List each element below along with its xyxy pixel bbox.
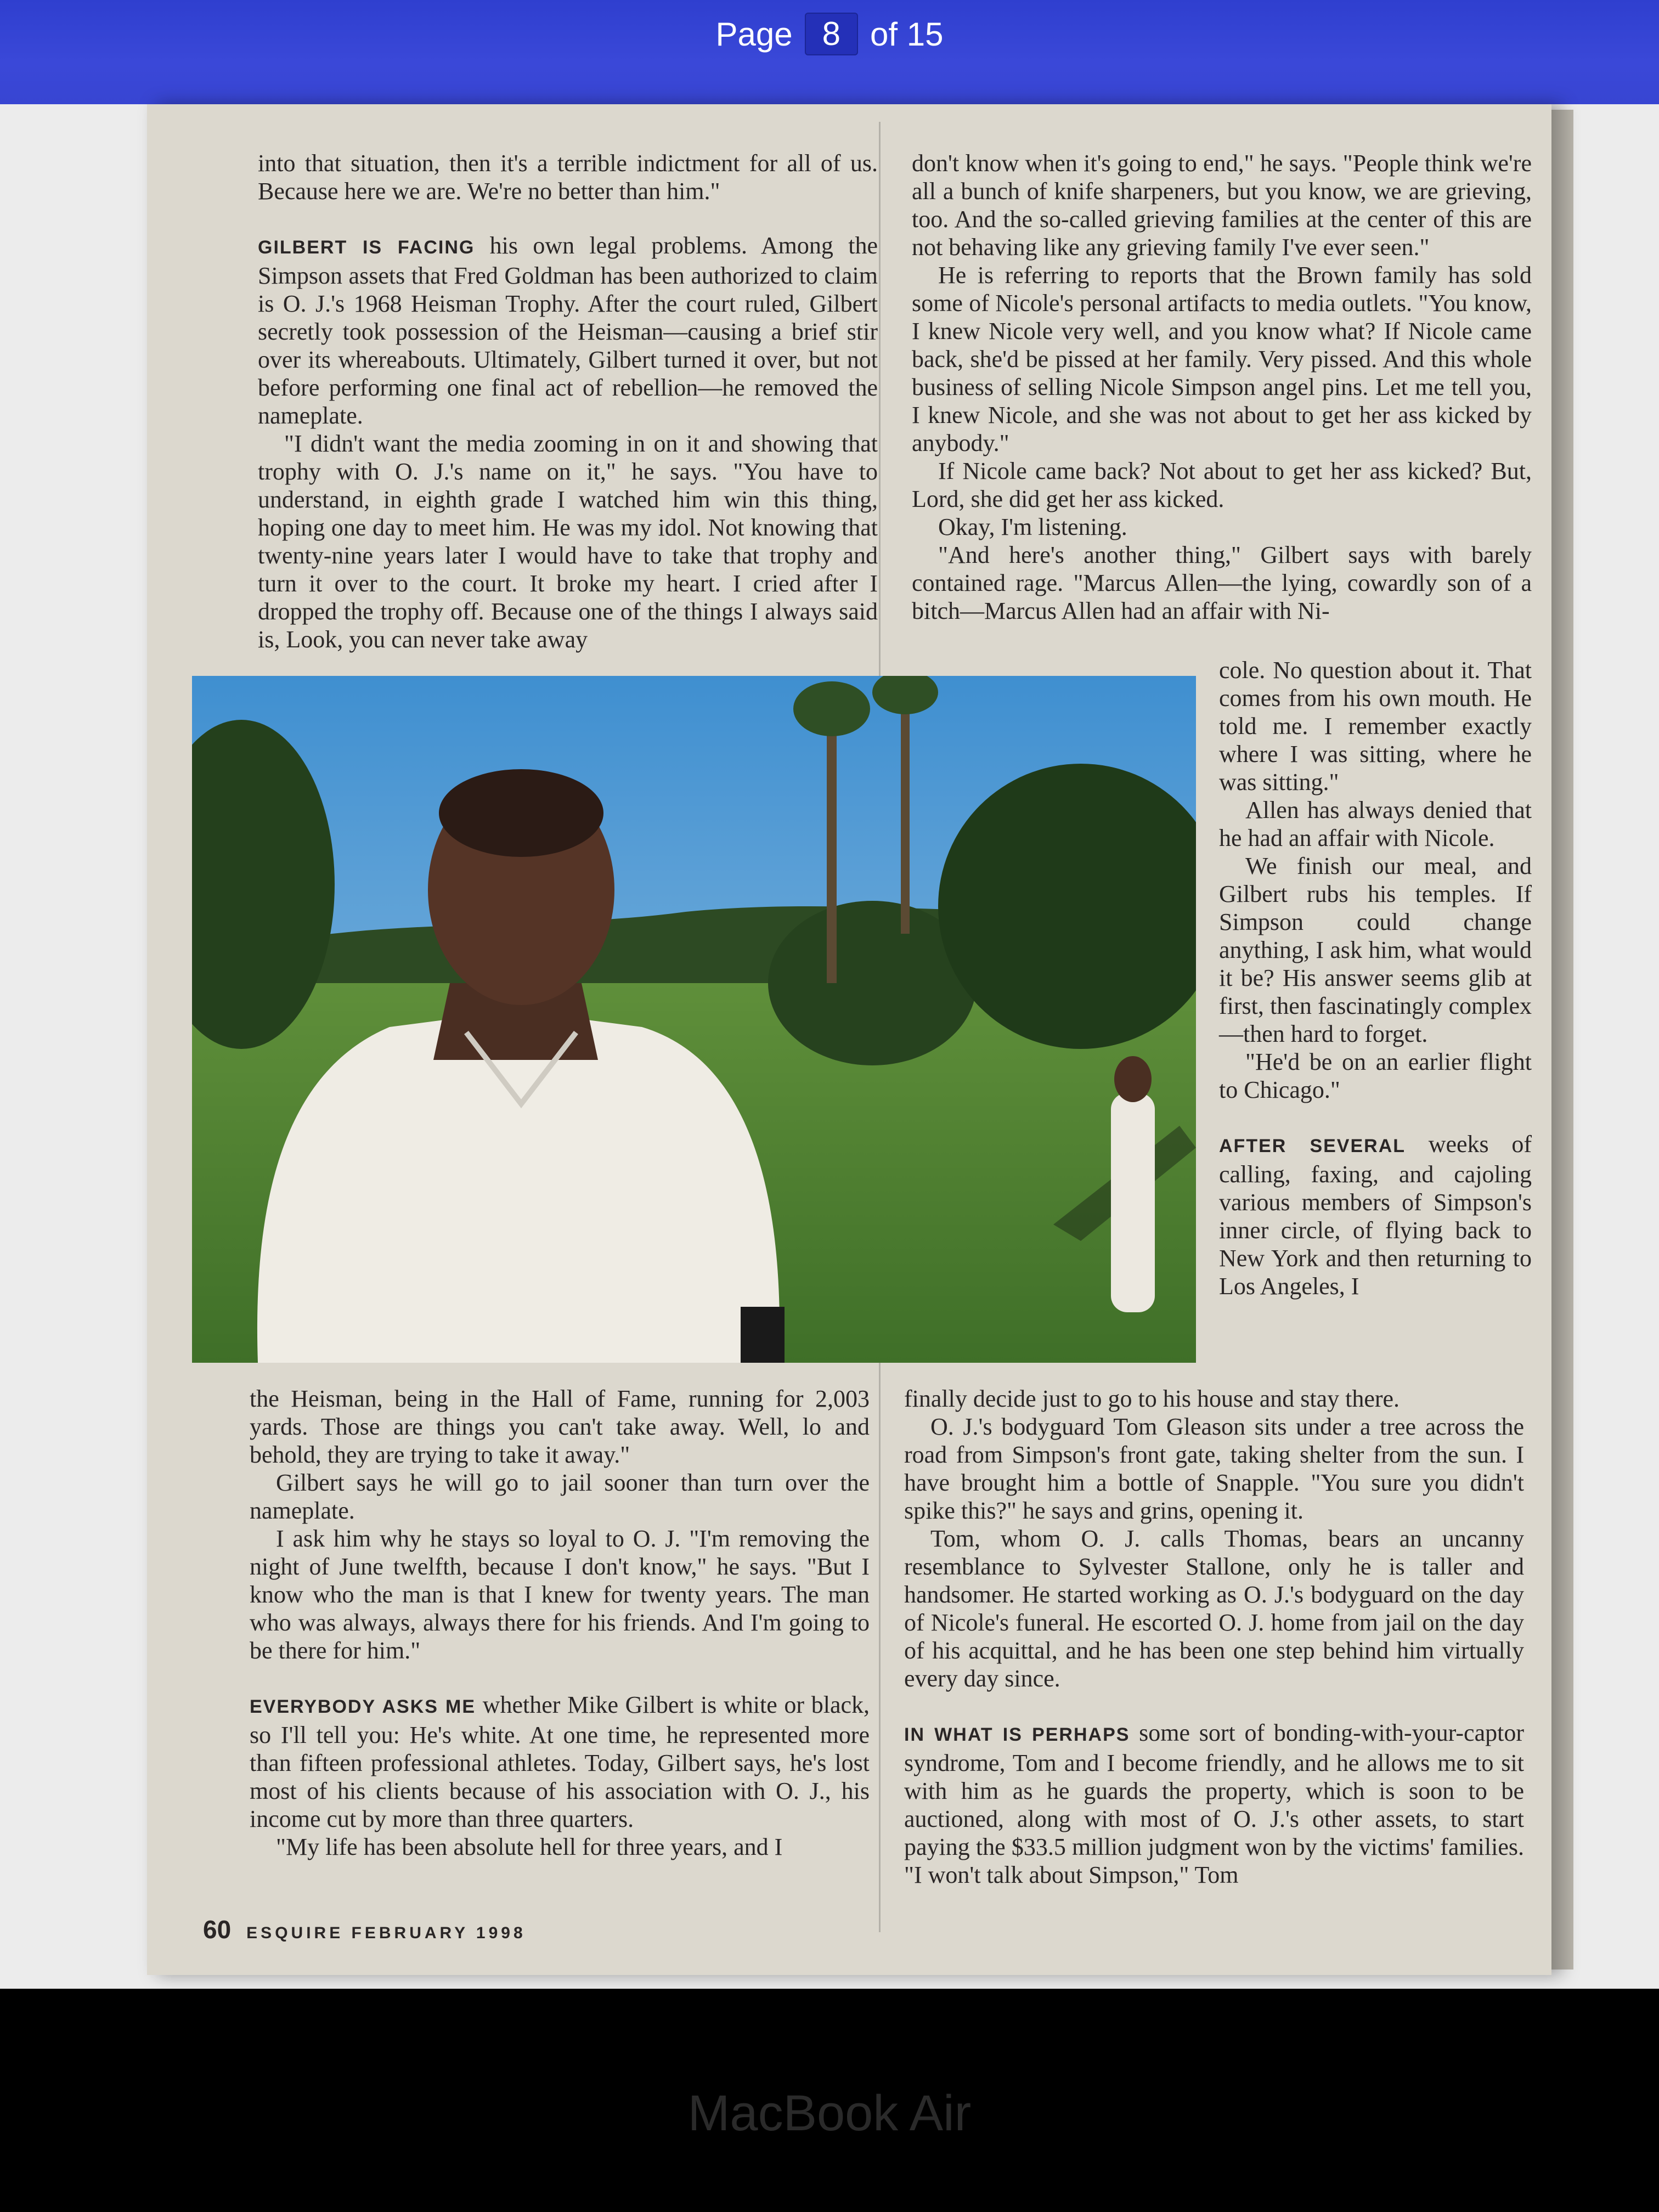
device-label: MacBook Air — [687, 2085, 972, 2141]
paragraph: I ask him why he stays so loyal to O. J. "I'm removing the night of June twelfth, because I don't know," he says. "But I know who the man is that I knew for twenty years. The man who was always, always there for his friends. And I'm going to be there for him." — [250, 1525, 870, 1664]
column-2-bottom — [904, 1385, 1524, 1889]
column-2-side — [1219, 656, 1532, 1300]
paragraph: If Nicole came back? Not about to get her ass kicked? But, Lord, she did get her ass kicked. — [912, 458, 1532, 512]
paragraph: "And here's another thing," Gilbert says with barely contained rage. "Marcus Allen—the lying, cowardly son of a bitch—Marcus Allen had an affair with Ni- — [912, 541, 1532, 624]
column-1-bottom — [250, 1385, 870, 1861]
column-1-top — [258, 149, 878, 653]
paragraph: into that situation, then it's a terrible indictment for all of us. Because here we are. We're no better than him." — [258, 150, 878, 205]
section-paragraph — [1219, 1130, 1532, 1300]
page-edge — [1551, 110, 1573, 1970]
section-lead: AFTER SEVERAL — [1219, 1136, 1406, 1156]
paragraph: don't know when it's going to end," he says. "People think we're all a bunch of knife sharpeners, but you know, we are grieving, too. And the so-called grieving families at the center of this are not behaving like any grieving family I've ever seen." — [912, 150, 1532, 261]
section-lead: EVERYBODY ASKS ME — [250, 1696, 476, 1717]
section-paragraph — [250, 1691, 870, 1833]
section-text: whether Mike Gilbert is white or black, so I'll tell you: He's white. At one time, he represented more than fifteen professional athletes. Today, Gilbert says, he's lost most of his clients because of his association with O. J., his income cut by more than three quarters. — [250, 1691, 870, 1832]
masthead: ESQUIRE FEBRUARY 1998 — [246, 1924, 526, 1942]
article-photo — [192, 676, 1196, 1363]
paragraph: Tom, whom O. J. calls Thomas, bears an uncanny resemblance to Sylvester Stallone, only he is taller and handsomer. He started working as O. J.'s bodyguard on the day of Nicole's funeral. He escorted O. J. home from jail on the day of his acquittal, and he has been one step behind him virtually every day since. — [904, 1525, 1524, 1692]
paragraph: He is referring to reports that the Brown family has sold some of Nicole's personal artifacts to media outlets. "You know, I knew Nicole very well, and you know what? If Nicole came back, she'd be pissed at her family. Very pissed. And this whole business of selling Nicole Simpson angel pins. Let me tell you, I knew Nicole, and she was not about to get her ass kicked by anybody." — [912, 262, 1532, 456]
paragraph: cole. No question about it. That comes from his own mouth. He told me. I remember exactly where I was sitting, where he was sitting." — [1219, 657, 1532, 795]
paragraph: "He'd be on an earlier flight to Chicago." — [1219, 1048, 1532, 1103]
viewer-toolbar — [0, 0, 1659, 104]
section-paragraph — [904, 1719, 1524, 1889]
paragraph: O. J.'s bodyguard Tom Gleason sits under a tree across the road from Simpson's front gate, taking shelter from the sun. I have brought him a bottle of Snapple. "You sure you didn't spike this?" he says and grins, opening it. — [904, 1413, 1524, 1524]
paragraph: Okay, I'm listening. — [938, 514, 1127, 540]
section-lead: IN WHAT IS PERHAPS — [904, 1724, 1130, 1745]
page-number-input[interactable]: 8 — [805, 13, 858, 55]
page-indicator — [0, 12, 1659, 56]
paragraph: Gilbert says he will go to jail sooner than turn over the nameplate. — [250, 1469, 870, 1524]
page-label: Page — [715, 15, 793, 53]
page-folio: 60 — [203, 1915, 232, 1944]
section-lead: GILBERT IS FACING — [258, 237, 475, 258]
section-text: his own legal problems. Among the Simpson assets that Fred Goldman has been authorized to claim is O. J.'s 1968 Heisman Trophy. After the court ruled, Gilbert secretly took possession of the Heisman—causing a brief stir over its whereabouts. Ultimately, Gilbert turned it over, but not before performing one final act of rebellion—he removed the nameplate. — [258, 232, 878, 429]
column-2-top — [912, 149, 1532, 625]
paragraph: finally decide just to go to his house and stay there. — [904, 1385, 1400, 1412]
section-paragraph — [258, 232, 878, 430]
golf-course-photo — [192, 676, 1196, 1363]
paragraph: "I didn't want the media zooming in on it and showing that trophy with O. J.'s name on it," he says. "You have to understand, in eighth grade I watched him win this thing, hoping one day to meet him. He was my idol. Not knowing that twenty-nine years later I would have to take that trophy and turn it over to the court. It broke my heart. I cried after I dropped the trophy off. Because one of the things I always said is, Look, you can never take away — [258, 430, 878, 653]
page-footer — [203, 1915, 526, 1944]
paragraph: Allen has always denied that he had an affair with Nicole. — [1219, 797, 1532, 851]
page-total: of 15 — [870, 15, 944, 53]
section-text: weeks of calling, faxing, and cajoling various members of Simpson's inner circle, of flying back to New York and then returning to Los Angeles, I — [1219, 1131, 1532, 1300]
section-text: some sort of bonding-with-your-captor syndrome, Tom and I become friendly, and he allows me to sit with him as he guards the property, which is soon to be auctioned, along with most of O. J.'s other assets, to start paying the $33.5 million judgment won by the victims' families. "I won't talk about Simpson," Tom — [904, 1719, 1524, 1888]
paragraph: We finish our meal, and Gilbert rubs his temples. If Simpson could change anything, I ask him, what would it be? His answer seems glib at first, then fascinatingly complex—then hard to forget. — [1219, 853, 1532, 1047]
paragraph: "My life has been absolute hell for three years, and I — [276, 1833, 783, 1860]
paragraph: the Heisman, being in the Hall of Fame, running for 2,003 yards. Those are things you can't take away. Well, lo and behold, they are trying to take it away." — [250, 1385, 870, 1468]
